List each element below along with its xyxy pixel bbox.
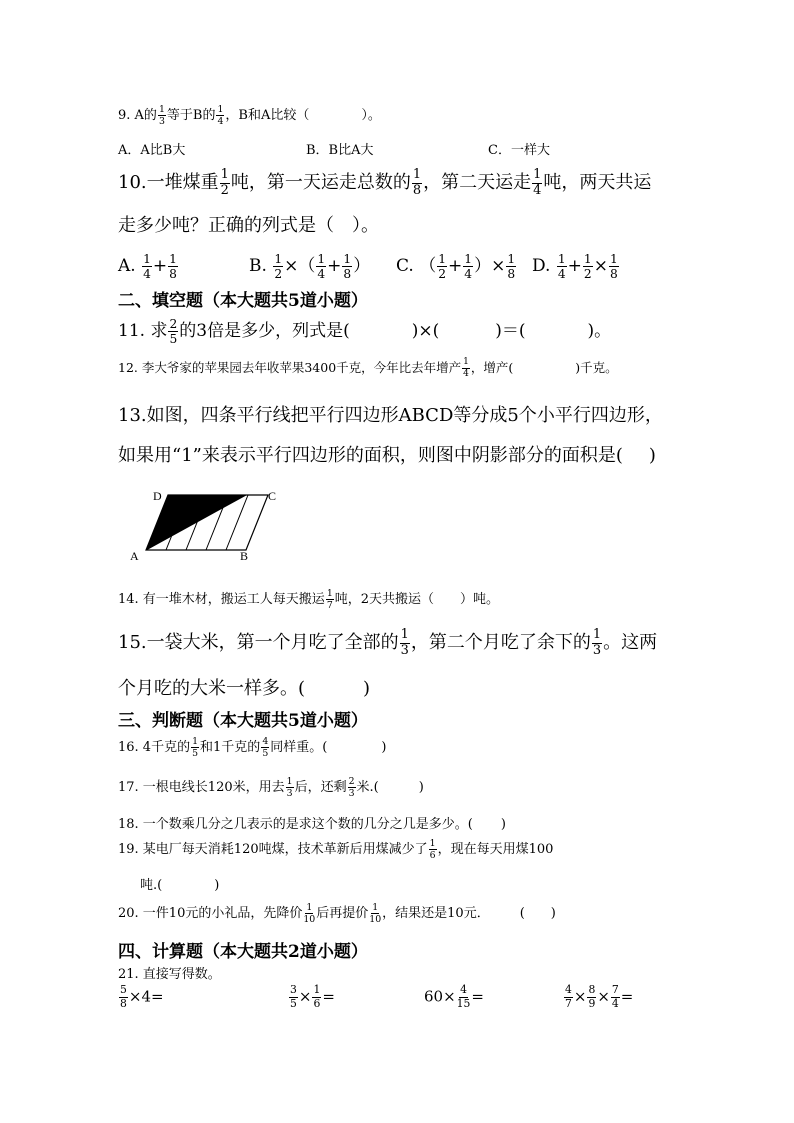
question-18: 18. 一个数乘几分之几表示的是求这个数的几分之几是多少。( ) [118, 817, 506, 832]
fraction: $\frac{1}{8}$ [169, 251, 177, 281]
option-a[interactable]: A．A比B大 [118, 143, 186, 158]
fraction: $\frac{1}{10}$ [369, 901, 382, 925]
question-17: 17. 一根电线长120米，用去 $\frac{1}{3}$ 后，还剩 $\frac{2}{3}$ 米.( ) [118, 775, 424, 799]
expression-4: $\frac{4}{7}$ × $\frac{8}{9}$ × $\frac{7}{4}$ = [565, 983, 634, 1010]
question-11: 11. 求 $\frac{2}{5}$ 的3倍是多少，列式是( )×( )＝( )。 [118, 316, 612, 346]
question-10-options [118, 251, 620, 280]
fraction: $\frac{1}{4}$ [533, 166, 542, 198]
fraction: $\frac{1}{3}$ [400, 626, 409, 658]
fraction: $\frac{4}{5}$ [262, 735, 269, 759]
fraction: $\frac{4}{7}$ [565, 983, 572, 1010]
section-heading-calculation: 四、计算题（本大题共2道小题） [118, 942, 368, 962]
question-9: 9. A的 $\frac{1}{3}$ 等于B的 $\frac{1}{4}$ ，B和A比较（ ）。 [118, 103, 381, 127]
question-19: 19. 某电厂每天消耗120吨煤，技术革新后用煤减少了 $\frac{1}{6}$ ，现在每天用煤100 [118, 837, 554, 861]
vertex-label-d: D [153, 489, 162, 503]
fraction: $\frac{4}{15}$ [456, 983, 471, 1010]
question-20: 20. 一件10元的小礼品，先降价 $\frac{1}{10}$ 后再提价 $\frac{1}{10}$ ，结果还是10元． ( ) [118, 901, 556, 925]
fraction: $\frac{1}{8}$ [412, 166, 422, 198]
fraction: $\frac{7}{4}$ [611, 983, 619, 1010]
parallelogram-figure [128, 486, 288, 564]
fraction: $\frac{1}{6}$ [313, 983, 321, 1010]
fraction: $\frac{2}{3}$ [348, 775, 355, 799]
fraction: $\frac{1}{2}$ [438, 251, 447, 281]
fraction: $\frac{1}{5}$ [192, 735, 199, 759]
fraction: $\frac{1}{4}$ [217, 103, 224, 127]
fraction: $\frac{5}{8}$ [120, 983, 127, 1010]
vertex-label-b: B [240, 549, 249, 563]
fraction: $\frac{3}{5}$ [290, 983, 297, 1010]
question-13-line2: 如果用“1”来表示平行四边形的面积，则图中阴影部分的面积是( ) [118, 445, 656, 466]
fraction: $\frac{1}{4}$ [143, 251, 151, 281]
expression-3: 60× $\frac{4}{15}$ = [424, 983, 484, 1010]
fraction: $\frac{1}{8}$ [343, 251, 352, 281]
question-10-line2: 走多少吨？正确的列式是（ ）。 [118, 215, 379, 236]
option-a[interactable]: A. $\frac{1}{4}$ + $\frac{1}{8}$ [118, 251, 177, 281]
fraction: $\frac{2}{5}$ [169, 316, 178, 346]
question-9-options [118, 139, 550, 158]
fraction: $\frac{1}{4}$ [464, 251, 473, 281]
fraction: $\frac{1}{2}$ [274, 251, 283, 281]
fraction: $\frac{1}{3}$ [592, 626, 602, 658]
option-d[interactable]: D. $\frac{1}{4}$ + $\frac{1}{2}$ × $\frac{1}{8}$ [532, 251, 618, 281]
fraction: $\frac{1}{10}$ [303, 901, 316, 925]
vertex-label-a: A [130, 549, 139, 563]
question-16: 16. 4千克的 $\frac{1}{5}$ 和1千克的 $\frac{4}{5}$ 同样重。( ) [118, 735, 387, 759]
fraction: $\frac{1}{4}$ [557, 251, 566, 281]
fraction: $\frac{1}{6}$ [429, 837, 436, 861]
section-heading-fill-in: 二、填空题（本大题共5道小题） [118, 291, 368, 311]
fraction: $\frac{1}{8}$ [609, 251, 618, 281]
fraction: $\frac{1}{7}$ [326, 587, 333, 611]
question-13: 13.如图，四条平行线把平行四边形ABCD等分成5个小平行四边形， [118, 405, 663, 426]
fraction: $\frac{1}{4}$ [317, 251, 326, 281]
option-b[interactable]: B. $\frac{1}{2}$ ×（ $\frac{1}{4}$ + $\frac{1}{8}$ ） [249, 251, 371, 281]
fraction: $\frac{8}{9}$ [588, 983, 596, 1010]
fraction: $\frac{1}{3}$ [286, 775, 293, 799]
section-heading-true-false: 三、判断题（本大题共5道小题） [118, 711, 368, 731]
vertex-label-c: C [268, 489, 277, 503]
option-c[interactable]: C. （ $\frac{1}{2}$ + $\frac{1}{4}$ ）× $\frac{1}{8}$ [396, 251, 516, 281]
question-15-line2: 个月吃的大米一样多。( ) [118, 678, 371, 699]
question-12: 12. 李大爷家的苹果园去年收苹果3400千克，今年比去年增产 $\frac{1}{4}$ ，增产( )千克。 [118, 357, 618, 379]
expression-2: $\frac{3}{5}$ × $\frac{1}{6}$ = [290, 983, 335, 1010]
option-b[interactable]: B．B比A大 [306, 143, 374, 158]
fraction: $\frac{1}{2}$ [220, 166, 229, 198]
option-c[interactable]: C．一样大 [488, 143, 550, 158]
question-15: 15.一袋大米，第一个月吃了全部的 $\frac{1}{3}$ ，第二个月吃了余下的 $\frac{1}{3}$ 。这两 [118, 626, 658, 658]
fraction: $\frac{1}{8}$ [507, 251, 516, 281]
question-19-line2: 吨.( ) [140, 878, 220, 893]
expression-1: $\frac{5}{8}$ ×4= [120, 983, 164, 1010]
question-21-title: 21. 直接写得数。 [118, 967, 221, 982]
fraction: $\frac{1}{4}$ [463, 357, 469, 379]
question-10: 10.一堆煤重 $\frac{1}{2}$ 吨，第一天运走总数的 $\frac{1}{8}$ ，第二天运走 $\frac{1}{4}$ 吨，两天共运 [118, 166, 652, 198]
fraction: $\frac{1}{3}$ [158, 103, 165, 127]
question-14: 14. 有一堆木材，搬运工人每天搬运 $\frac{1}{7}$ 吨，2天共搬运（ ）吨。 [118, 587, 500, 611]
fraction: $\frac{1}{2}$ [583, 251, 592, 281]
